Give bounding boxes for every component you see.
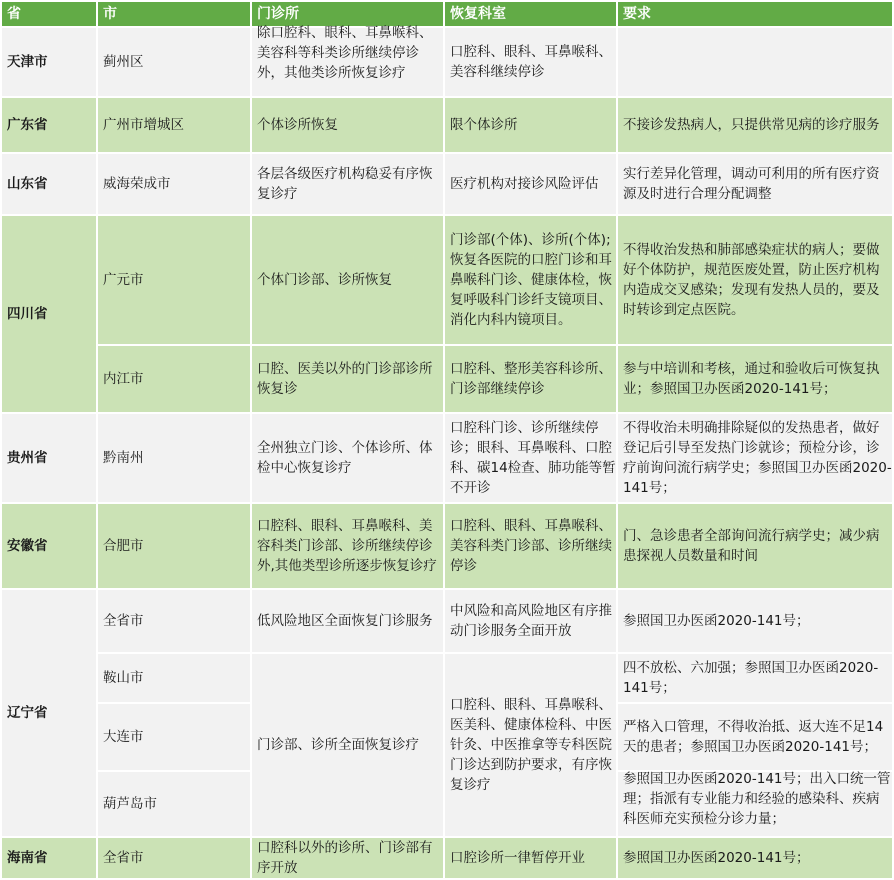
city-cell: 鞍山市 [97,653,251,703]
dept-cell: 口腔科、眼科、耳鼻喉科、美容科继续停诊 [444,27,617,97]
requirement-cell: 不得收治未明确排除疑似的发热患者，做好登记后引导至发热门诊就诊；预检分诊，诊疗前询问流行病学史；参照国卫办医函2020-141号； [617,413,893,503]
dept-cell: 口腔诊所一律暂停开业 [444,837,617,879]
header-city: 市 [97,1,251,27]
clinic-cell: 低风险地区全面恢复门诊服务 [251,589,444,653]
dept-cell: 口腔科门诊、诊所继续停诊；眼科、耳鼻喉科、口腔科、碳14检查、肺功能等暂不开诊 [444,413,617,503]
header-requirement: 要求 [617,1,893,27]
requirement-cell: 严格入口管理，不得收治抵、返大连不足14天的患者；参照国卫办医函2020-141号； [617,703,893,771]
requirement-cell: 参照国卫办医函2020-141号； [617,589,893,653]
clinic-cell: 门诊部、诊所全面恢复诊疗 [251,653,444,837]
requirement-text: 参照国卫办医函2020-141号；出入口统一管理；指派有专业能力和经验的感染科、疾病科医师充实预检分诊力量； [623,771,891,827]
city-cell: 内江市 [97,345,251,413]
clinic-cell: 口腔科、眼科、耳鼻喉科、美容科类门诊部、诊所继续停诊外,其他类型诊所逐步恢复诊疗 [251,503,444,589]
requirement-cell: 参照国卫办医函2020-141号； [617,837,893,879]
table-row [1,653,893,703]
province-cell: 贵州省 [1,413,97,503]
dept-cell: 限个体诊所 [444,97,617,153]
city-cell: 威海荣成市 [97,153,251,215]
requirement-cell: 不接诊发热病人，只提供常见病的诊疗服务 [617,97,893,153]
header-clinic: 门诊所 [251,1,444,27]
requirement-cell: 参与中培训和考核，通过和验收后可恢复执业；参照国卫办医函2020-141号； [617,345,893,413]
province-cell: 辽宁省 [1,589,97,837]
requirement-cell: 四不放松、六加强；参照国卫办医函2020-141号； [617,653,893,703]
clinic-cell: 口腔、医美以外的门诊部诊所恢复诊 [251,345,444,413]
dept-cell: 口腔科、眼科、耳鼻喉科、美容科类门诊部、诊所继续停诊 [444,503,617,589]
requirement-cell: 门、急诊患者全部询问流行病学史；减少病患探视人员数量和时间 [617,503,893,589]
requirement-cell: 实行差异化管理，调动可利用的所有医疗资源及时进行合理分配调整 [617,153,893,215]
province-cell: 安徽省 [1,503,97,589]
requirement-cell [617,27,893,97]
table-row [1,589,893,653]
city-cell: 广元市 [97,215,251,345]
clinic-cell: 口腔科以外的诊所、门诊部有序开放 [251,837,444,879]
table-row [1,215,893,345]
city-cell: 葫芦岛市 [97,771,251,837]
dept-cell: 口腔科、眼科、耳鼻喉科、医美科、健康体检科、中医针灸、中医推拿等专科医院门诊达到防护要求，有序恢复诊疗 [444,653,617,837]
table-row [1,503,893,589]
province-cell: 广东省 [1,97,97,153]
clinic-text: 除口腔科、眼科、耳鼻喉科、美容科等科类诊所继续停诊外，其他类诊所恢复诊疗 [257,25,433,81]
table-row [1,837,893,879]
city-cell: 全省市 [97,589,251,653]
city-cell: 黔南州 [97,413,251,503]
table-row [1,27,893,97]
dept-cell: 医疗机构对接诊风险评估 [444,153,617,215]
city-cell: 蓟州区 [97,27,251,97]
clinic-cell: 各层各级医疗机构稳妥有序恢复诊疗 [251,153,444,215]
clinic-cell: 个体诊所恢复 [251,97,444,153]
city-cell: 广州市增城区 [97,97,251,153]
dept-cell: 中风险和高风险地区有序推动门诊服务全面开放 [444,589,617,653]
city-cell: 大连市 [97,703,251,771]
table-row [1,345,893,413]
requirement-cell [617,771,893,837]
table-row [1,153,893,215]
header-dept: 恢复科室 [444,1,617,27]
clinic-cell: 全州独立门诊、个体诊所、体检中心恢复诊疗 [251,413,444,503]
clinic-cell [251,27,444,97]
province-cell: 四川省 [1,215,97,413]
header-province: 省 [1,1,97,27]
requirement-cell: 不得收治发热和肺部感染症状的病人；要做好个体防护，规范医废处置，防止医疗机构内造成交叉感染；发现有发热人员的，要及时转诊到定点医院。 [617,215,893,345]
city-cell: 合肥市 [97,503,251,589]
dept-cell: 门诊部(个体)、诊所(个体);恢复各医院的口腔门诊和耳鼻喉科门诊、健康体检，恢复呼吸科门诊纤支镜项目、消化内科内镜项目。 [444,215,617,345]
dept-cell: 口腔科、整形美容科诊所、门诊部继续停诊 [444,345,617,413]
table-row [1,97,893,153]
province-cell: 山东省 [1,153,97,215]
province-cell: 天津市 [1,27,97,97]
province-cell: 海南省 [1,837,97,879]
city-cell: 全省市 [97,837,251,879]
clinic-cell: 个体门诊部、诊所恢复 [251,215,444,345]
table-row [1,413,893,503]
